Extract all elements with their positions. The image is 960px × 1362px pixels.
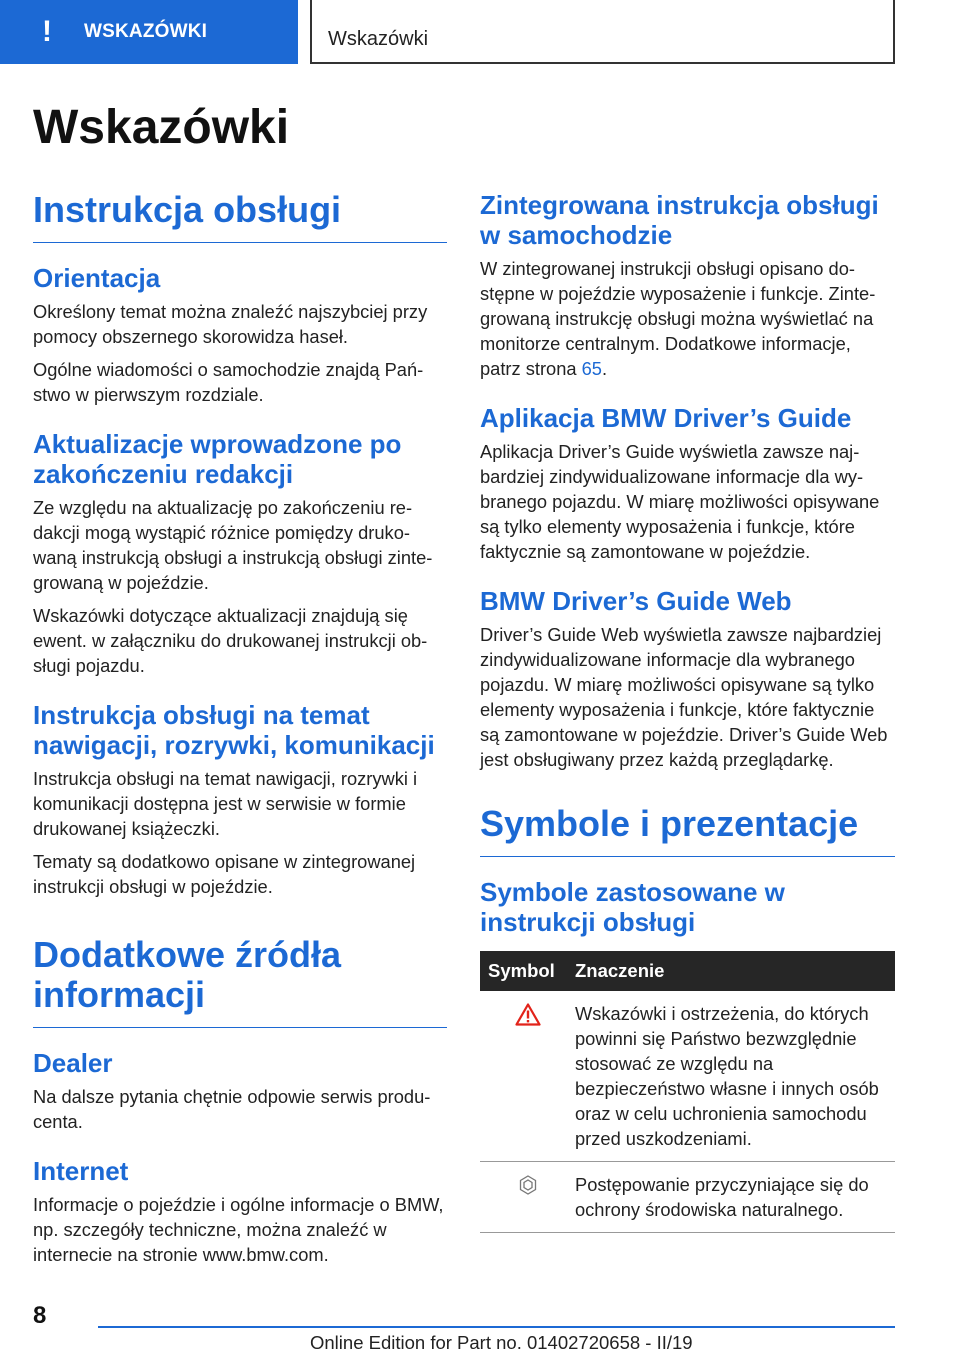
paragraph: Ogólne wiadomości o samochodzie znajdą Państwo w pierwszym rozdziale. (33, 359, 424, 405)
heading-nawigacja: Instrukcja obsługi na temat nawigacji, rozrywki, komunikacji (33, 700, 435, 760)
heading-dealer: Dealer (33, 1048, 113, 1078)
paragraph: W zintegrowanej instrukcji obsługi opisano dostępne w pojeździe wyposażenie i funkcje. Zintegrowaną instrukcję obsługi można wyświetlać na monitorze centralnym. Dodatkowe informacje, patrz strona 65. (480, 258, 876, 379)
heading-internet: Internet (33, 1156, 129, 1186)
right-column (480, 190, 895, 1233)
section-label: WSKAZÓWKI (84, 21, 208, 42)
table-cell-meaning: Wskazówki i ostrzeżenia, do których powinni się Państwo bezwzględnie stosować ze względu na bezpieczeństwo własne i innych osób oraz w celu uchronienia samochodu przed uszkodzeniami. (575, 1003, 879, 1149)
heading-orientacja: Orientacja (33, 263, 161, 293)
table-row (480, 1162, 895, 1233)
table-row (480, 991, 895, 1162)
heading-guide-web: BMW Driver’s Guide Web (480, 586, 792, 616)
table-cell-meaning: Postępowanie przyczyniające się do ochrony środowiska naturalnego. (575, 1174, 869, 1220)
environment-icon (480, 1172, 575, 1222)
column-header-symbol: Symbol (488, 960, 555, 981)
chapter-header (310, 0, 895, 64)
heading-zintegrowana: Zintegrowana instrukcja obsługi w samochodzie (480, 190, 879, 250)
page-link[interactable]: 65 (581, 358, 602, 379)
section-tab (0, 0, 298, 64)
heading-aktualizacje: Aktualizacje wprowadzone po zakończeniu redakcji (33, 429, 402, 489)
paragraph: Instrukcja obsługi na temat nawigacji, rozrywki i komunikacji dostępna jest w serwisie w formie drukowanej książeczki. (33, 768, 418, 839)
chapter-label: Wskazówki (328, 28, 429, 50)
paragraph: Driver’s Guide Web wyświetla zawsze najbardziej zindywidualizowane informacje dla wybranego pojazdu. W miarę możliwości opisywane są tylko elementy wyposażenia i funkcje, które faktycznie są zamontowane w pojeździe. Driver’s Guide Web jest obsługiwany przez każdą przeglądarkę. (480, 624, 888, 770)
heading-aplikacja: Aplikacja BMW Driver’s Guide (480, 403, 852, 433)
paragraph: Określony temat można znaleźć najszybciej przy pomocy obszernego skorowidza haseł. (33, 301, 428, 347)
column-header-meaning: Znaczenie (575, 960, 665, 981)
footer-divider (98, 1326, 895, 1328)
heading-dodatkowe-zrodla: Dodatkowe źródła informacji (33, 935, 447, 1028)
heading-instrukcja: Instrukcja obsługi (33, 190, 447, 243)
paragraph: Informacje o pojeździe i ogólne informacje o BMW, np. szczegóły techniczne, można znaleźć w internecie na stronie www.bmw.com. (33, 1194, 444, 1265)
page-number: 8 (33, 1302, 47, 1329)
exclamation-icon: ! (42, 15, 52, 48)
heading-symbole: Symbole i prezentacje (480, 804, 895, 857)
left-column (33, 190, 447, 1275)
paragraph: Aplikacja Driver’s Guide wyświetla zawsze najbardziej zindywidualizowane informacje dla wybranego pojazdu. W miarę możliwości opisywane są tylko elementy wyposażenia i funkcje, które faktycznie są zamontowane w pojeździe. (480, 441, 880, 562)
paragraph: Ze względu na aktualizację po zakończeniu redakcji mogą wystąpić różnice pomiędzy drukowaną instrukcją obsługi a instrukcją obsługi zintegrowaną w pojeździe. (33, 497, 433, 593)
page-title: Wskazówki (33, 101, 290, 154)
footer-edition: Online Edition for Part no. 01402720658 - II/19 (310, 1332, 693, 1353)
paragraph: Wskazówki dotyczące aktualizacji znajdują się ewent. w załączniku do drukowanej instrukcji obsługi pojazdu. (33, 605, 428, 676)
heading-symbole-zastosowane: Symbole zastosowane w instrukcji obsługi (480, 877, 785, 937)
paragraph: Tematy są dodatkowo opisane w zintegrowanej instrukcji obsługi w pojeździe. (33, 851, 416, 897)
symbols-table (480, 951, 895, 1233)
warning-triangle-icon (480, 1001, 575, 1151)
paragraph: Na dalsze pytania chętnie odpowie serwis producenta. (33, 1086, 431, 1132)
table-header (480, 951, 895, 991)
